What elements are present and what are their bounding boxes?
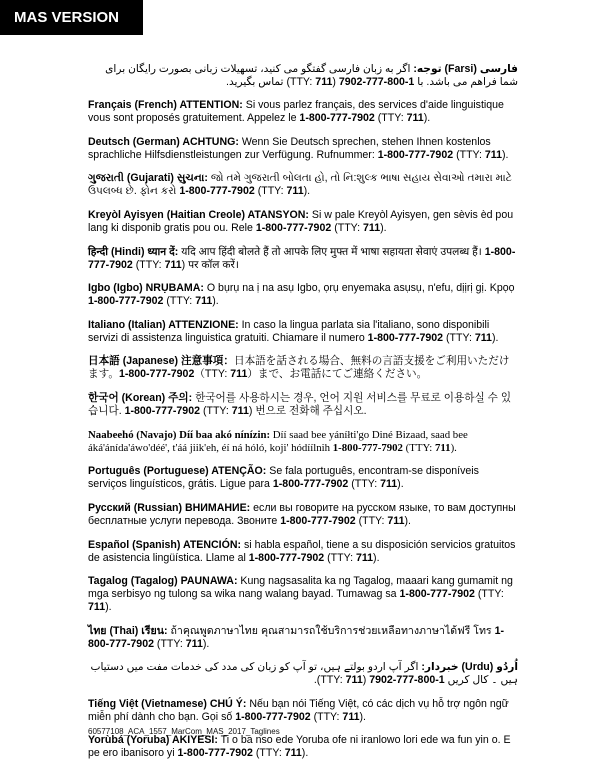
tagline-french bbox=[88, 99, 518, 125]
tty-label: (TTY: bbox=[453, 148, 485, 161]
phone-number: 1-800-777-7902 bbox=[88, 295, 164, 308]
phone-number: 1-800-777-7902 bbox=[235, 710, 311, 723]
language-heading: Igbo (Igbo) NRỤBAMA: bbox=[88, 282, 204, 295]
tagline-haitian-creole bbox=[88, 209, 518, 235]
phone-number: 1-800-777-7902 bbox=[332, 441, 403, 454]
phone-number: 1-800-777-7902 bbox=[280, 514, 356, 527]
tagline-closing: ). bbox=[397, 478, 404, 491]
tagline-closing: ) 번으로 전화해 주십시오. bbox=[248, 404, 367, 417]
tty-label: (TTY: bbox=[402, 441, 435, 454]
tagline-text: ถ้าคุณพูดภาษาไทย คุณสามารถใช้บริการช่วยเหลือทางภาษาได้ฟรี โทร bbox=[167, 624, 495, 637]
tagline-text: Si w pale Kreyòl Ayisyen, gen sèvis èd pou lang ki disponib gratis pou ou. Rele bbox=[88, 208, 514, 234]
tagline-closing: ). bbox=[373, 551, 380, 564]
tagline-text: Kung nagsasalita ka ng Tagalog, maaari kang gumamit ng mga serbisyo ng tulong sa wika nang walang bayad. Tumawag sa bbox=[88, 575, 513, 601]
tty-number: 711 bbox=[355, 551, 374, 564]
tty-number: 711 bbox=[88, 601, 106, 614]
tagline-closing: ). bbox=[212, 295, 219, 308]
tagline-japanese bbox=[88, 355, 518, 381]
tty-number: 711 bbox=[284, 747, 302, 760]
tty-label: (TTY: bbox=[320, 674, 370, 687]
tty-number: 711 bbox=[230, 368, 248, 381]
tagline-closing: ）まで、お電話にてご連絡ください。 bbox=[247, 368, 428, 381]
tty-label: (TTY: bbox=[200, 404, 232, 417]
tty-number: 711 bbox=[474, 331, 492, 344]
tagline-urdu bbox=[88, 661, 518, 687]
tty-label: (TTY: bbox=[132, 258, 165, 271]
language-heading: Español (Spanish) ATENCIÓN: bbox=[88, 538, 242, 551]
tagline-navajo bbox=[88, 429, 518, 455]
tagline-text: Díí saad bee yáníłti'go Diné Bizaad, saad bee áká'ánída'áwo'déé', t'áá jiik'eh, éí ná hóló, koji' hódíílnih bbox=[88, 428, 468, 454]
tagline-gujarati bbox=[88, 172, 518, 198]
tty-number: 711 bbox=[345, 674, 363, 687]
tty-label: (TTY: bbox=[374, 112, 407, 125]
tty-label: (TTY: bbox=[331, 221, 364, 234]
language-heading: Italiano (Italian) ATTENZIONE: bbox=[88, 318, 239, 331]
tagline-text: 日本語を話される場合、無料の言語支援をご利用いただけます。 bbox=[88, 355, 510, 381]
tagline-closing: ). bbox=[404, 514, 411, 527]
tagline-text: જો તમે ગુજરાતી બોલતા હો, તો નિ:શુલ્ક ભાષા સહાય સેવાઓ તમારા માટે ઉપલબ્ધ છે. ફોન કરો bbox=[88, 172, 512, 198]
tagline-closing: ) تماس بگیرید. bbox=[226, 75, 290, 88]
phone-number: 1-800-777-7902 bbox=[118, 368, 195, 381]
tagline-text: اگر آپ اردو بولتے ہیں، تو آپ کو زبان کی مدد کی خدمات مفت میں دستیاب ہیں ۔ کال کریں bbox=[90, 661, 518, 687]
document-id-footer: 60577108_ACA_1557_MarCom_MAS_2017_Taglines bbox=[88, 727, 280, 736]
tagline-closing: ). bbox=[301, 747, 309, 760]
tagline-closing: ). bbox=[423, 112, 431, 125]
tty-number: 711 bbox=[387, 514, 405, 527]
tagline-closing: ). bbox=[313, 674, 321, 687]
tagline-text: Se fala português, encontram-se disponíveis serviços linguísticos, grátis. Ligue para bbox=[88, 465, 479, 491]
tty-label: (TTY: bbox=[443, 331, 475, 344]
tty-label: (TTY: bbox=[324, 551, 356, 564]
tty-label: (TTY: bbox=[355, 514, 388, 527]
tagline-text: если вы говорите на русском языке, то вам доступны бесплатные услуги перевода. Звоните bbox=[88, 501, 516, 527]
tty-label: (TTY: bbox=[254, 185, 287, 198]
language-heading: 한국어 (Korean) 주의: bbox=[88, 391, 193, 404]
language-heading: اُردُو (Urdu) خبردار: bbox=[421, 661, 518, 674]
language-heading: Português (Portuguese) ATENÇÃO: bbox=[88, 465, 267, 478]
version-banner: MAS VERSION bbox=[0, 0, 143, 35]
tagline-german bbox=[88, 136, 518, 162]
tagline-closing: ). bbox=[303, 185, 311, 198]
tagline-yoruba bbox=[88, 734, 518, 760]
phone-number: 1-800-777-7902 bbox=[177, 747, 253, 760]
tty-number: 711 bbox=[406, 112, 424, 125]
tagline-igbo bbox=[88, 282, 518, 308]
tty-label: (TTY: bbox=[289, 75, 339, 88]
tagline-tagalog bbox=[88, 575, 518, 614]
language-heading: ไทย (Thai) เรียน: bbox=[88, 624, 168, 637]
tagline-korean bbox=[88, 392, 518, 418]
tagline-text: Wenn Sie Deutsch sprechen, stehen Ihnen kostenlos sprachliche Hilfsdienstleistungen zur Verfügung. Rufnummer: bbox=[88, 135, 491, 161]
tagline-text: यदि आप हिंदी बोलते हैं तो आपके लिए मुफ्त में भाषा सहायता सेवाएं उपलब्ध हैं। bbox=[178, 245, 485, 258]
tty-number: 711 bbox=[363, 221, 381, 234]
tty-number: 711 bbox=[195, 295, 213, 308]
tagline-text: اگر به زبان فارسی گفتگو می کنید، تسهیلات زبانی بصورت رایگان برای شما فراهم می باشد. با bbox=[105, 62, 518, 88]
tagline-italian bbox=[88, 319, 518, 345]
tty-label: (TTY: bbox=[153, 637, 186, 650]
tty-number: 711 bbox=[231, 404, 249, 417]
tagline-text: Si vous parlez français, des services d'aide linguistique vous sont proposés gratuitement. Appelez le bbox=[88, 99, 504, 125]
tagline-farsi bbox=[88, 63, 518, 89]
phone-number: 1-800-777-7902 bbox=[124, 404, 200, 417]
phone-number: 1-800-777-7902 bbox=[88, 245, 516, 271]
tagline-closing: ). bbox=[202, 637, 210, 650]
phone-number: 1-800-777-7902 bbox=[399, 588, 475, 601]
tty-number: 711 bbox=[434, 441, 451, 454]
tty-label: (TTY: bbox=[252, 747, 285, 760]
phone-number: 1-800-777-7902 bbox=[299, 112, 375, 125]
tagline-spanish bbox=[88, 539, 518, 565]
tagline-text: Nếu bạn nói Tiếng Việt, có các dịch vụ hỗ trợ ngôn ngữ miễn phí dành cho bạn. Gọi số bbox=[88, 697, 509, 723]
phone-number: 1-800-777-7902 bbox=[179, 185, 255, 198]
tty-number: 711 bbox=[342, 710, 360, 723]
phone-number: 1-800-777-7902 bbox=[255, 221, 332, 234]
language-heading: Deutsch (German) ACHTUNG: bbox=[88, 135, 239, 148]
phone-number: 1-800-777-7902 bbox=[338, 75, 415, 88]
tagline-thai bbox=[88, 625, 518, 651]
language-heading: ગુજરાતી (Gujarati) સુચના: bbox=[88, 172, 208, 185]
taglines-list bbox=[88, 52, 518, 768]
tty-number: 711 bbox=[286, 185, 304, 198]
language-heading: Tagalog (Tagalog) PAUNAWA: bbox=[88, 575, 238, 588]
tagline-closing: ). bbox=[450, 441, 457, 454]
language-heading: فارسی (Farsi) توجه: bbox=[413, 62, 518, 75]
tagline-closing: ). bbox=[380, 221, 387, 234]
tagline-closing: ). bbox=[491, 331, 499, 344]
phone-number: 1-800-777-7902 bbox=[367, 331, 444, 344]
tty-number: 711 bbox=[164, 258, 182, 271]
language-heading: हिन्दी (Hindi) ध्यान दें: bbox=[88, 245, 179, 258]
language-heading: Français (French) ATTENTION: bbox=[88, 99, 243, 112]
tty-number: 711 bbox=[315, 75, 333, 88]
language-heading: 日本語 (Japanese) 注意事項： bbox=[88, 355, 234, 368]
phone-number: 1-800-777-7902 bbox=[377, 148, 454, 161]
language-heading: Русский (Russian) ВНИМАНИЕ: bbox=[88, 501, 251, 514]
tty-label: (TTY: bbox=[474, 588, 504, 601]
tty-label: （TTY: bbox=[194, 368, 231, 381]
tagline-closing: ) पर कॉल करें। bbox=[181, 258, 239, 271]
tagline-closing: ). bbox=[359, 710, 366, 723]
tty-number: 711 bbox=[484, 148, 502, 161]
tagline-vietnamese bbox=[88, 698, 518, 724]
phone-number: 1-800-777-7902 bbox=[248, 551, 325, 564]
tagline-text: In caso la lingua parlata sia l'italiano, sono disponibili servizi di assistenza linguistica gratuiti. Chiamare il numero bbox=[88, 318, 490, 344]
phone-number: 1-800-777-7902 bbox=[369, 674, 445, 687]
tagline-hindi bbox=[88, 246, 518, 272]
tagline-closing: ). bbox=[502, 148, 509, 161]
phone-number: 1-800-777-7902 bbox=[272, 478, 349, 491]
tty-label: (TTY: bbox=[348, 478, 381, 491]
tagline-closing: ). bbox=[105, 601, 112, 614]
tty-number: 711 bbox=[380, 478, 398, 491]
tagline-portuguese bbox=[88, 465, 518, 491]
language-heading: Kreyòl Ayisyen (Haitian Creole) ATANSYON: bbox=[88, 208, 309, 221]
language-heading: Tiếng Việt (Vietnamese) CHÚ Ý: bbox=[88, 697, 247, 710]
tty-label: (TTY: bbox=[163, 295, 196, 308]
tagline-text: O bụrụ na ị na asụ Igbo, ọrụ enyemaka asụsụ, n'efu, dịịrị gị. Kpọọ bbox=[203, 282, 515, 295]
tty-label: (TTY: bbox=[310, 710, 343, 723]
language-heading: Naabeehó (Navajo) Díí baa akó nínízin: bbox=[88, 428, 271, 441]
phone-number: 1-800-777-7902 bbox=[88, 624, 504, 650]
tagline-text: Ti o ba nso ede Yoruba ofe ni iranlowo lori ede wa fun yin o. E pe ero ibanisoro yi bbox=[88, 734, 511, 760]
tagline-russian bbox=[88, 502, 518, 528]
tagline-text: 한국어를 사용하시는 경우, 언어 지원 서비스를 무료로 이용하실 수 있습니다. bbox=[88, 391, 512, 417]
tty-number: 711 bbox=[185, 637, 203, 650]
language-heading: Yorùbá (Yoruba) AKIYESI: bbox=[88, 734, 218, 747]
tagline-text: si habla español, tiene a su disposición servicios gratuitos de asistencia lingüística. Llame al bbox=[88, 538, 516, 564]
